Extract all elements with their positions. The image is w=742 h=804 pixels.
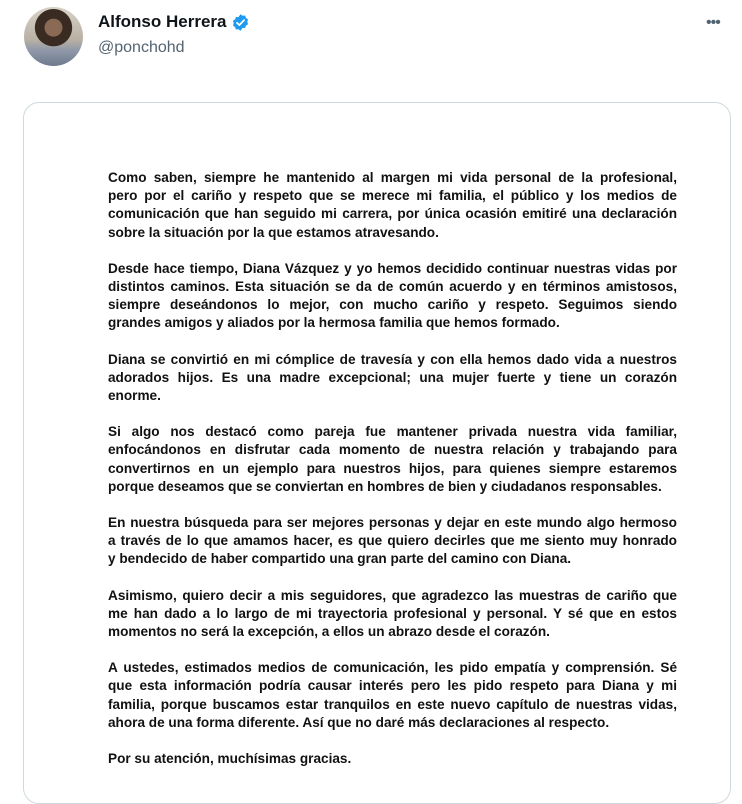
statement-paragraph	[108, 351, 677, 406]
statement-paragraph	[108, 587, 677, 642]
statement-line: porque deseamos que se conviertan en hombres de bien y ciudadanos responsables.	[108, 478, 662, 494]
statement-line: enfocándonos en disfrutar cada momento de nuestra relación y trabajando para	[108, 442, 677, 458]
statement-text	[108, 169, 677, 786]
statement-line: que esta información podría causar interés pero les pido respeto para Diana y mi	[108, 678, 677, 694]
statement-line: distintos caminos. Esta situación se da de común acuerdo y en términos amistosos,	[108, 279, 677, 295]
statement-line: siempre deseándonos lo mejor, con mucho cariño y respeto. Seguimos siendo	[108, 297, 677, 313]
statement-line: comunicación que han seguido mi carrera, por única ocasión emitiré una declaración	[108, 206, 677, 222]
statement-line: Asimismo, quiero decir a mis seguidores, que agradezco las muestras de cariño que	[108, 587, 677, 603]
statement-line: Como saben, siempre he mantenido al margen mi vida personal de la profesional,	[108, 170, 677, 185]
statement-paragraph	[108, 750, 677, 768]
statement-line: A ustedes, estimados medios de comunicación, les pido empatía y comprensión. Sé	[108, 660, 677, 676]
statement-line: ahora de una forma diferente. Así que no daré más declaraciones al respecto.	[108, 714, 610, 730]
statement-paragraph	[108, 260, 677, 333]
statement-line: Por su atención, muchísimas gracias.	[108, 751, 352, 767]
statement-line: sobre la situación por la que estamos atravesando.	[108, 224, 439, 240]
author-name[interactable]: Alfonso Herrera	[98, 12, 227, 31]
statement-paragraph	[108, 169, 677, 242]
statement-line: adorados hijos. Es una madre excepcional; una mujer fuerte y tiene un corazón	[108, 369, 677, 385]
statement-line: momentos no será la excepción, a ellos un abrazo desde el corazón.	[108, 624, 550, 640]
statement-image[interactable]	[23, 102, 731, 804]
statement-line: Diana se convirtió en mi cómplice de travesía y con ella hemos dado vida a nuestros	[108, 351, 677, 367]
statement-paragraph	[108, 659, 677, 732]
statement-line: grandes amigos y aliados por la hermosa familia que hemos formado.	[108, 315, 560, 331]
verified-badge-icon	[231, 13, 250, 32]
author-name-row[interactable]	[98, 12, 250, 32]
avatar[interactable]	[24, 7, 83, 66]
statement-line: convertirnos en un ejemplo para nuestros hijos, para quienes siempre estaremos	[108, 460, 677, 476]
statement-paragraph	[108, 423, 677, 496]
statement-line: a través de lo que amamos hacer, es que quiero decirles que me siento muy honrado	[108, 533, 677, 549]
statement-line: y bendecido de haber compartido una gran parte del camino con Diana.	[108, 551, 572, 567]
statement-line: En nuestra búsqueda para ser mejores personas y dejar en este mundo algo hermoso	[108, 515, 677, 531]
statement-line: pero por el cariño y respeto que se merece mi familia, el público y los medios de	[108, 188, 677, 204]
statement-paragraph	[108, 514, 677, 569]
statement-line: me han dado a lo largo de mi trayectoria profesional y personal. Y sé que en estos	[108, 605, 677, 621]
more-options-icon[interactable]: •••	[706, 14, 720, 31]
statement-line: familia, porque buscamos estar tranquilos en este nuevo capítulo de nuestras vidas,	[108, 696, 677, 712]
statement-line: Si algo nos destacó como pareja fue mantener privada nuestra vida familiar,	[108, 424, 677, 440]
statement-line: Desde hace tiempo, Diana Vázquez y yo hemos decidido continuar nuestras vidas por	[108, 260, 677, 276]
statement-line: enorme.	[108, 388, 161, 404]
author-handle[interactable]: @ponchohd	[98, 39, 185, 56]
